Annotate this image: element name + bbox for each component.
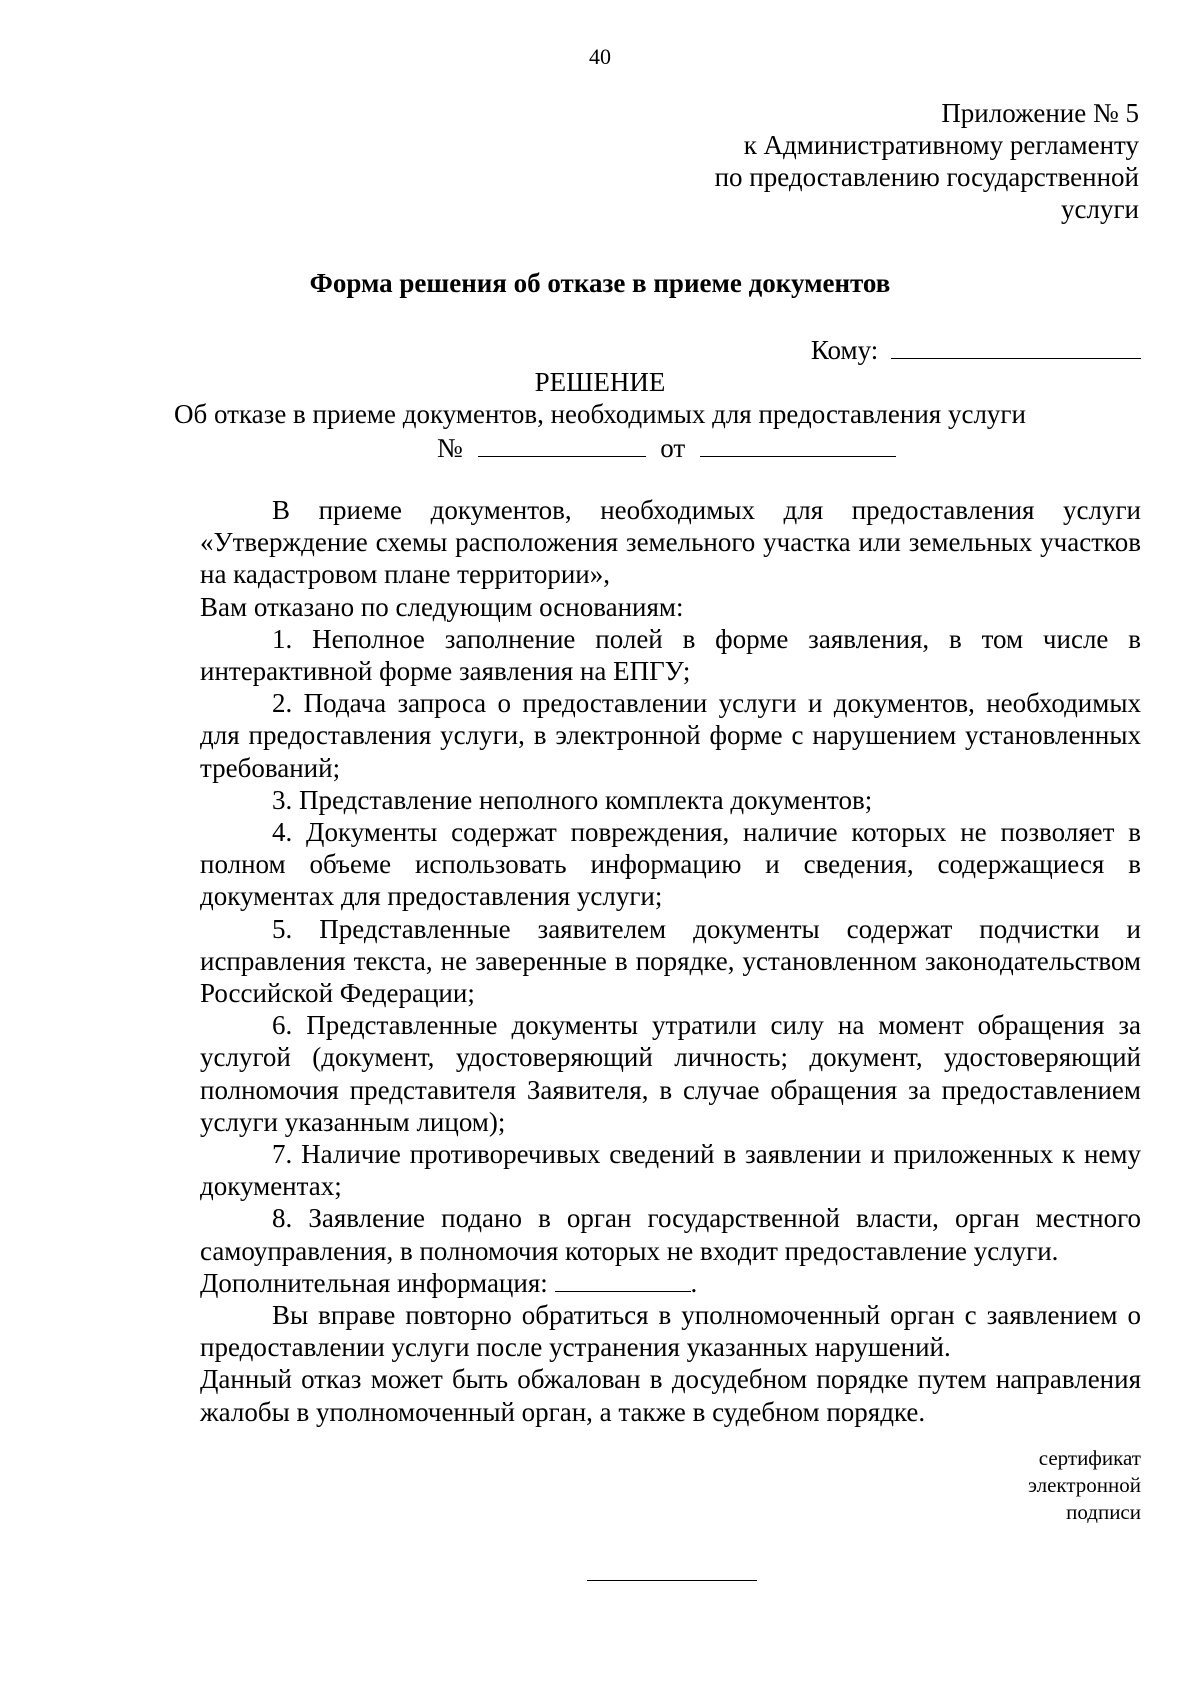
ground-item: 3. Представление неполного комплекта документов; [272,784,873,815]
signature-line-2: электронной [1027,1473,1141,1497]
page-number: 40 [589,44,611,69]
decision-header [0,366,1200,430]
additional-info-label: Дополнительная информация: [200,1267,548,1298]
ground-item: 2. Подача запроса о предоставлении услуги и документов, необходимых для предоставления услуги, в электронной форме с нарушением установленных требований; [200,688,1141,783]
reapply-paragraph: Вы вправе повторно обратиться в уполномоченный орган с заявлением о предоставлении услуги после устранения указанных нарушений. [200,1300,1141,1363]
ground-item: 4. Документы содержат повреждения, наличие которых не позволяет в полном объеме использовать информацию и сведения, содержащиеся в документах для предоставления услуги; [200,817,1141,912]
ground-item: 5. Представленные заявителем документы содержат подчистки и исправления текста, не заверенные в порядке, установленном законодательством Российской Федерации; [200,913,1141,1009]
additional-info-line [200,1267,1141,1299]
appendix-line-2: к Административному регламенту [743,130,1139,160]
grounds-label: Вам отказано по следующим основаниям: [200,591,684,622]
appeal-paragraph: Данный отказ может быть обжалован в досудебном порядке путем направления жалобы в уполномоченный орган, а также в судебном порядке. [200,1364,1141,1427]
signature-certificate [1028,1445,1141,1526]
recipient-line [811,334,1141,366]
ground-item: 1. Неполное заполнение полей в форме заявления, в том числе в интерактивной форме заявления на ЕПГУ; [200,623,1141,687]
appendix-line-1: Приложение № 5 [941,98,1139,128]
decision-subheading: Об отказе в приеме документов, необходимых для предоставления услуги [174,399,1026,429]
ground-item: 7. Наличие противоречивых сведений в заявлении и приложенных к нему документах; [200,1139,1141,1202]
decision-heading: РЕШЕНИЕ [534,367,666,397]
recipient-label: Кому: [810,335,879,365]
decision-body [200,494,1141,1428]
signature-line-1: сертификат [1038,1446,1141,1470]
appendix-line-3: по предоставлению государственной [714,162,1139,192]
form-title: Форма решения об отказе в приеме документов [309,268,891,298]
footer-rule [587,1580,757,1581]
additional-info-end: . [690,1267,698,1298]
number-blank [478,432,646,457]
number-label: № [437,433,463,463]
date-blank [700,432,896,457]
signature-line-3: подписи [1066,1500,1141,1524]
intro-paragraph: В приеме документов, необходимых для предоставления услуги «Утверждение схемы расположения земельного участка или земельных участков на кадастровом плане территории», [200,495,1141,590]
decision-number-line [437,432,896,464]
additional-info-blank [555,1269,691,1292]
ground-item: 8. Заявление подано в орган государственной власти, орган местного самоуправления, в полномочия которых не входит предоставление услуги. [200,1203,1141,1266]
date-label: от [660,433,686,463]
appendix-line-4: услуги [1061,194,1139,224]
recipient-blank [891,334,1141,359]
ground-item: 6. Представленные документы утратили силу на момент обращения за услугой (документ, удостоверяющий личность; документ, удостоверяющий полномочия представителя Заявителя, в случае обращения за предоставлением услуги указанным лицом); [200,1010,1141,1137]
appendix-header [715,97,1139,225]
